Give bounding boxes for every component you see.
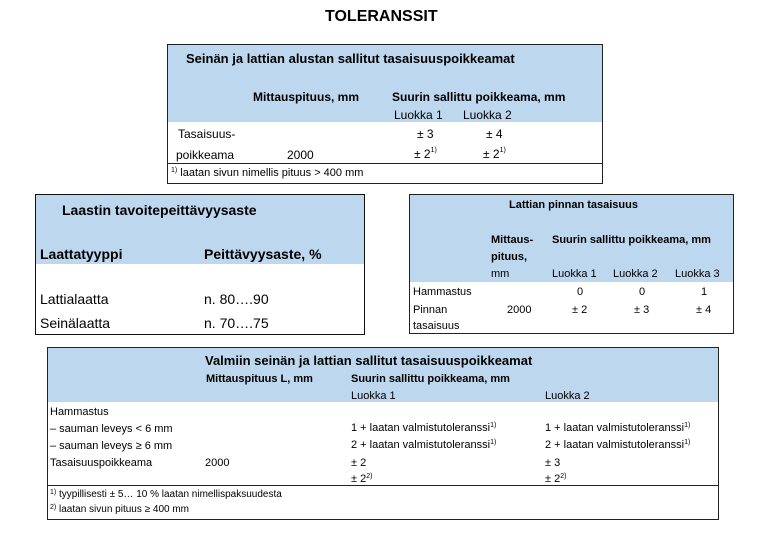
column-header-coverage: Peittävyysaste, % [204,246,322,262]
footnote-text: tyypillisesti ± 5… 10 % laatan nimellispaksuudesta [59,489,282,500]
value-text: ± 2 [414,147,431,161]
class-2-joint-small [545,423,690,434]
footnote-mark: 1) [684,422,691,429]
class-1-header: Luokka 1 [351,390,396,402]
column-header-length: Mittauspituus, mm [253,90,360,104]
divider [168,163,602,164]
class-2-flatness: ± 3 [545,457,561,469]
footnote-mark: 1) [430,147,437,154]
row-label-joint-large: – sauman leveys ≥ 6 mm [50,440,173,452]
flatness-class-3: ± 4 [696,304,712,316]
footnote-1 [50,490,282,500]
row-label-hammastus: Hammastus [50,406,109,418]
class-1-joint-small [351,423,496,434]
footnote-mark: 2) [560,473,567,480]
class-2-value-a: ± 4 [486,127,503,141]
table-title: Lattian pinnan tasaisuus [509,199,638,211]
flatness-length: 2000 [507,304,532,316]
class-1-flatness: ± 2 [351,457,367,469]
row-label-joint-small: – sauman leveys < 6 mm [50,423,173,435]
hammastus-class-3: 1 [701,286,708,298]
value-text: ± 2 [545,473,561,485]
divider [48,485,718,486]
class-2-header: Luokka 2 [545,390,590,402]
footnote-text: laatan sivun pituus ≥ 400 mm [59,504,190,515]
class-1-flatness-2 [351,474,372,485]
value-text: ± 2 [351,473,367,485]
class-2-header: Luokka 2 [463,108,512,122]
class-1-joint-large [351,440,496,451]
flatness-class-2: ± 3 [634,304,650,316]
footnote-mark: 2) [50,504,57,511]
footnote-mark: 2) [366,473,373,480]
footnote-mark: 1) [171,167,178,174]
coverage-floor: n. 80….90 [204,291,269,307]
column-header-length: Mittauspituus L, mm [206,373,313,385]
tile-type-wall: Seinälaatta [40,315,111,331]
footnote [171,168,363,179]
footnote-mark: 1) [499,147,506,154]
row-label-hammastus: Hammastus [413,286,472,298]
table-title: Seinän ja lattian alustan sallitut tasaisuuspoikkeamat [186,51,515,66]
length-value: 2000 [205,457,230,469]
class-2-value-b [483,148,506,160]
page-title: TOLERANSSIT [325,8,438,25]
table-title: Laastin tavoitepeittävyysaste [62,202,257,218]
footnote-mark: 1) [490,422,497,429]
hammastus-class-2: 0 [639,286,646,298]
row-label-flatness-2: tasaisuus [413,320,460,332]
class-1-value-b [414,148,437,160]
value-text: 1 + laatan valmistutoleranssi [351,422,491,434]
class-3-header: Luokka 3 [675,268,720,280]
length-value: 2000 [287,148,314,162]
footnote-2 [50,505,189,515]
column-header-max-deviation: Suurin sallittu poikkeama, mm [392,90,566,104]
row-label-flatness-1: Pinnan [413,304,448,316]
value-text: 2 + laatan valmistutoleranssi [545,439,685,451]
floor-surface-flatness-table [409,194,734,334]
column-header-length-2: pituus, [491,251,528,263]
hammastus-class-1: 0 [577,286,584,298]
row-label-line-1: Tasaisuus- [178,127,236,141]
class-1-header: Luokka 1 [552,268,597,280]
footnote-mark: 1) [684,439,691,446]
class-1-header: Luokka 1 [394,108,443,122]
column-header-length-3: mm [491,268,510,280]
row-label-line-2: poikkeama [176,148,235,162]
row-label-flatness: Tasaisuuspoikkeama [50,457,153,469]
column-header-max-deviation: Suurin sallittu poikkeama, mm [552,234,711,246]
substrate-tolerance-table [167,44,603,184]
class-2-joint-large [545,440,690,451]
mortar-coverage-table [35,194,365,335]
column-header-tile-type: Laattatyyppi [40,246,123,262]
class-1-value-a: ± 3 [417,127,434,141]
coverage-wall: n. 70….75 [204,315,269,331]
footnote-mark: 1) [50,489,57,496]
value-text: 2 + laatan valmistutoleranssi [351,439,491,451]
value-text: 1 + laatan valmistutoleranssi [545,422,685,434]
table-title: Valmiin seinän ja lattian sallitut tasaisuuspoikkeamat [205,353,533,368]
finished-surface-tolerance-table [47,347,719,520]
flatness-class-1: ± 2 [572,304,588,316]
footnote-mark: 1) [490,439,497,446]
value-text: ± 2 [483,147,500,161]
class-2-flatness-2 [545,474,566,485]
class-2-header: Luokka 2 [613,268,658,280]
column-header-max-deviation: Suurin sallittu poikkeama, mm [351,373,510,385]
tile-type-floor: Lattialaatta [40,291,109,307]
footnote-text: laatan sivun nimellis pituus > 400 mm [180,167,364,179]
column-header-length-1: Mittaus- [491,234,534,246]
